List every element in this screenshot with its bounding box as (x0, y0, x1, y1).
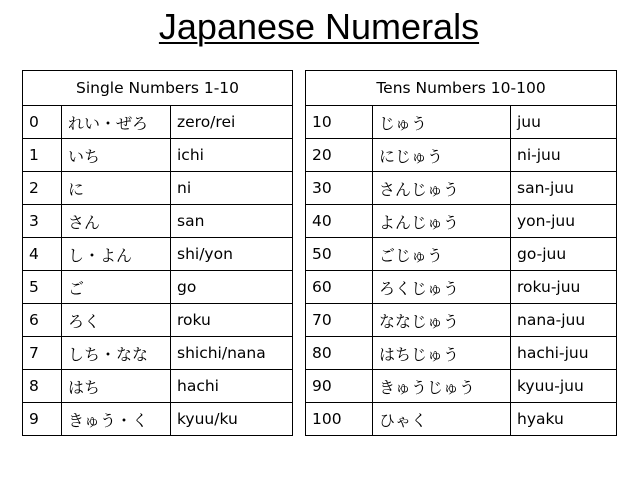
number-cell: 8 (23, 370, 62, 403)
romaji-cell: kyuu/ku (171, 403, 293, 436)
number-cell: 9 (23, 403, 62, 436)
table-row (23, 337, 293, 370)
number-cell: 70 (306, 304, 373, 337)
table-row (23, 403, 293, 436)
single-header: Single Numbers 1-10 (23, 71, 293, 106)
tens-numbers-table (305, 70, 617, 436)
kana-cell: いち (62, 139, 171, 172)
table-row (306, 172, 617, 205)
kana-cell: きゅう・く (62, 403, 171, 436)
table-row (306, 403, 617, 436)
romaji-cell: shichi/nana (171, 337, 293, 370)
number-cell: 10 (306, 106, 373, 139)
kana-cell: ひゃく (373, 403, 511, 436)
kana-cell: はち (62, 370, 171, 403)
romaji-cell: go-juu (511, 238, 617, 271)
single-header-row (23, 71, 293, 106)
table-row (23, 238, 293, 271)
romaji-cell: hachi-juu (511, 337, 617, 370)
romaji-cell: san (171, 205, 293, 238)
romaji-cell: ni (171, 172, 293, 205)
kana-cell: さんじゅう (373, 172, 511, 205)
number-cell: 3 (23, 205, 62, 238)
kana-cell: しち・なな (62, 337, 171, 370)
table-row (23, 304, 293, 337)
number-cell: 60 (306, 271, 373, 304)
kana-cell: に (62, 172, 171, 205)
romaji-cell: go (171, 271, 293, 304)
table-row (306, 106, 617, 139)
kana-cell: じゅう (373, 106, 511, 139)
table-row (23, 271, 293, 304)
tens-header: Tens Numbers 10-100 (306, 71, 617, 106)
romaji-cell: ni-juu (511, 139, 617, 172)
table-row (23, 106, 293, 139)
number-cell: 40 (306, 205, 373, 238)
number-cell: 7 (23, 337, 62, 370)
number-cell: 4 (23, 238, 62, 271)
table-row (306, 304, 617, 337)
number-cell: 90 (306, 370, 373, 403)
table-row (306, 337, 617, 370)
table-row (23, 139, 293, 172)
number-cell: 6 (23, 304, 62, 337)
kana-cell: にじゅう (373, 139, 511, 172)
romaji-cell: shi/yon (171, 238, 293, 271)
number-cell: 5 (23, 271, 62, 304)
number-cell: 2 (23, 172, 62, 205)
romaji-cell: nana-juu (511, 304, 617, 337)
kana-cell: し・よん (62, 238, 171, 271)
table-row (306, 238, 617, 271)
single-numbers-table (22, 70, 293, 436)
kana-cell: きゅうじゅう (373, 370, 511, 403)
table-row (23, 172, 293, 205)
kana-cell: よんじゅう (373, 205, 511, 238)
kana-cell: ろくじゅう (373, 271, 511, 304)
table-row (306, 139, 617, 172)
romaji-cell: yon-juu (511, 205, 617, 238)
number-cell: 1 (23, 139, 62, 172)
kana-cell: はちじゅう (373, 337, 511, 370)
table-row (23, 370, 293, 403)
kana-cell: ごじゅう (373, 238, 511, 271)
romaji-cell: zero/rei (171, 106, 293, 139)
number-cell: 80 (306, 337, 373, 370)
number-cell: 100 (306, 403, 373, 436)
kana-cell: れい・ぜろ (62, 106, 171, 139)
number-cell: 20 (306, 139, 373, 172)
table-row (23, 205, 293, 238)
page-title (0, 6, 638, 48)
romaji-cell: roku-juu (511, 271, 617, 304)
kana-cell: ご (62, 271, 171, 304)
table-row (306, 205, 617, 238)
romaji-cell: san-juu (511, 172, 617, 205)
romaji-cell: kyuu-juu (511, 370, 617, 403)
kana-cell: ななじゅう (373, 304, 511, 337)
page-title-text: Japanese Numerals (158, 6, 480, 47)
table-row (306, 370, 617, 403)
number-cell: 30 (306, 172, 373, 205)
tens-header-row (306, 71, 617, 106)
number-cell: 0 (23, 106, 62, 139)
romaji-cell: hyaku (511, 403, 617, 436)
number-cell: 50 (306, 238, 373, 271)
romaji-cell: ichi (171, 139, 293, 172)
kana-cell: ろく (62, 304, 171, 337)
romaji-cell: roku (171, 304, 293, 337)
table-row (306, 271, 617, 304)
kana-cell: さん (62, 205, 171, 238)
romaji-cell: hachi (171, 370, 293, 403)
romaji-cell: juu (511, 106, 617, 139)
